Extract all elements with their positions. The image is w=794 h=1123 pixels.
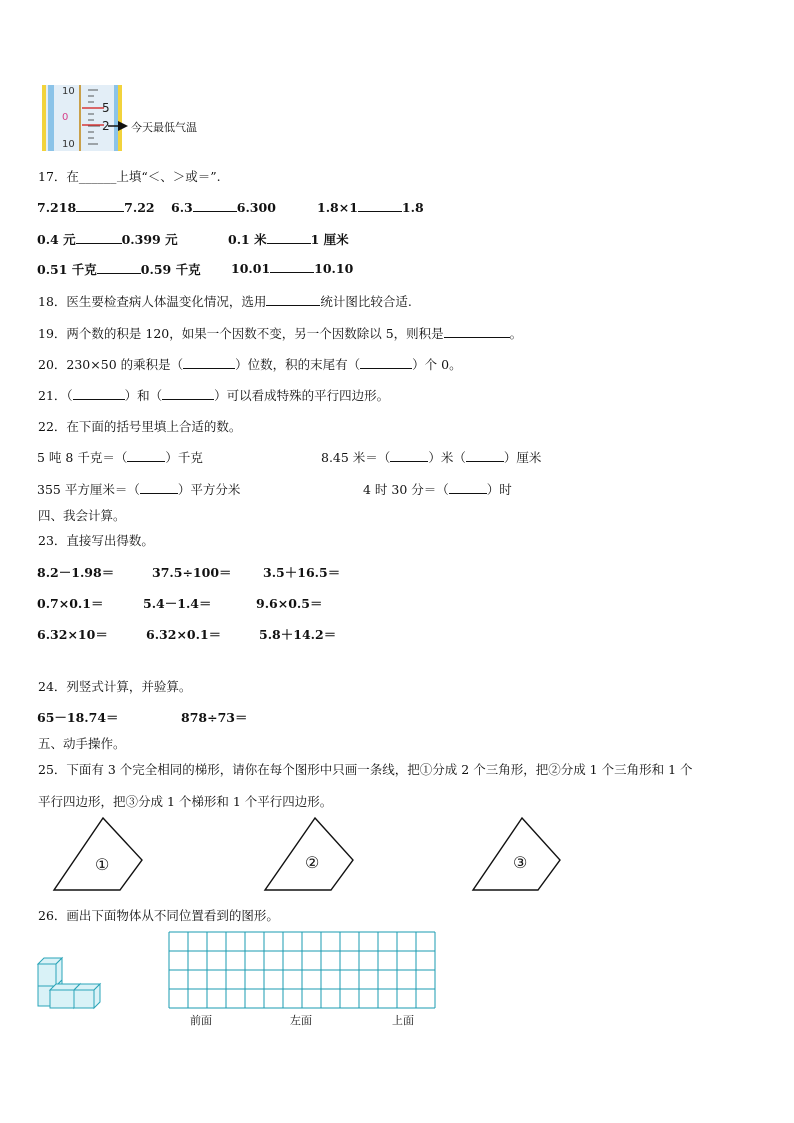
trapezoid-figures: [50, 816, 570, 896]
q23-expr: 6.32×10＝: [37, 627, 108, 642]
section-heading-5: 五、动手操作。: [38, 736, 126, 751]
thermometer-caption: 今天最低气温: [131, 121, 197, 134]
cube-stack-figure: [36, 952, 102, 1012]
q17-title: 17．在______上填“＜、＞或＝”.: [38, 169, 221, 184]
q23-expr: 37.5÷100＝: [152, 565, 232, 580]
q22-item-a: 5 吨 8 千克＝（ ）千克: [37, 450, 203, 465]
thermometer-figure: [38, 83, 198, 153]
trapezoid-1: [54, 818, 142, 890]
q23-expr: 3.5＋16.5＝: [263, 565, 341, 580]
q17-row3-b: 10.01 10.10: [231, 261, 354, 276]
q25-line2: 平行四边形，把③分成 1 个梯形和 1 个平行四边形。: [38, 794, 333, 809]
tick-label: 5: [102, 101, 110, 115]
trapezoid-label: ③: [513, 853, 528, 872]
q25-line1: 25．下面有 3 个完全相同的梯形，请你在每个图形中只画一条线，把①分成 2 个三角形，把②分成 1 个三角形和 1 个: [38, 762, 693, 777]
q23-expr: 9.6×0.5＝: [256, 596, 323, 611]
q23-expr: 8.2－1.98＝: [37, 565, 115, 580]
tick-label: 2: [102, 119, 110, 133]
view-label-front: 前面: [190, 1014, 212, 1027]
q17-row3: 0.51 千克 0.59 千克: [37, 262, 201, 277]
q22-title: 22．在下面的括号里填上合适的数。: [38, 419, 242, 434]
q17-row1: 7.218 7.22: [37, 200, 155, 215]
tick-label: 10: [62, 86, 75, 97]
q23-expr: 5.4－1.4＝: [143, 596, 212, 611]
q23-expr: 0.7×0.1＝: [37, 596, 104, 611]
q22-item-c: 355 平方厘米＝（ ）平方分米: [37, 482, 241, 497]
q26-title: 26．画出下面物体从不同位置看到的图形。: [38, 908, 279, 923]
q17-row1-b: 6.3 6.300: [171, 200, 276, 215]
view-label-top: 上面: [392, 1014, 414, 1027]
q17-row2-b: 0.1 米 1 厘米: [228, 232, 349, 247]
q24-expr: 878÷73＝: [181, 710, 248, 725]
tick-label: 10: [62, 139, 75, 150]
arrow-icon: [118, 121, 128, 131]
q24-expr: 65－18.74＝: [37, 710, 119, 725]
q20: 20．230×50 的乘积是（ ）位数，积的末尾有（ ）个 0。: [38, 357, 462, 372]
tick-label: 0: [62, 112, 69, 123]
section-heading-4: 四、我会计算。: [38, 508, 126, 523]
q23-expr: 6.32×0.1＝: [146, 627, 222, 642]
q21: 21．（ ）和（ ）可以看成特殊的平行四边形。: [38, 388, 390, 403]
q22-item-b: 8.45 米＝（ ）米（ ）厘米: [321, 450, 542, 465]
q24-title: 24．列竖式计算，并验算。: [38, 679, 192, 694]
q18: 18．医生要检查病人体温变化情况，选用 统计图比较合适.: [38, 294, 412, 309]
q23-expr: 5.8＋14.2＝: [259, 627, 337, 642]
q17-row2: 0.4 元 0.399 元: [37, 232, 178, 247]
trapezoid-label: ①: [95, 855, 110, 874]
q22-item-d: 4 时 30 分＝（ ）时: [363, 482, 512, 497]
q17-row1-c: 1.8×1 1.8: [317, 200, 424, 215]
q23-title: 23．直接写出得数。: [38, 533, 154, 548]
drawing-grid[interactable]: [168, 931, 436, 1009]
view-label-left: 左面: [290, 1014, 312, 1027]
trapezoid-label: ②: [305, 853, 320, 872]
q19: 19．两个数的积是 120，如果一个因数不变，另一个因数除以 5，则积是 。: [38, 326, 523, 341]
